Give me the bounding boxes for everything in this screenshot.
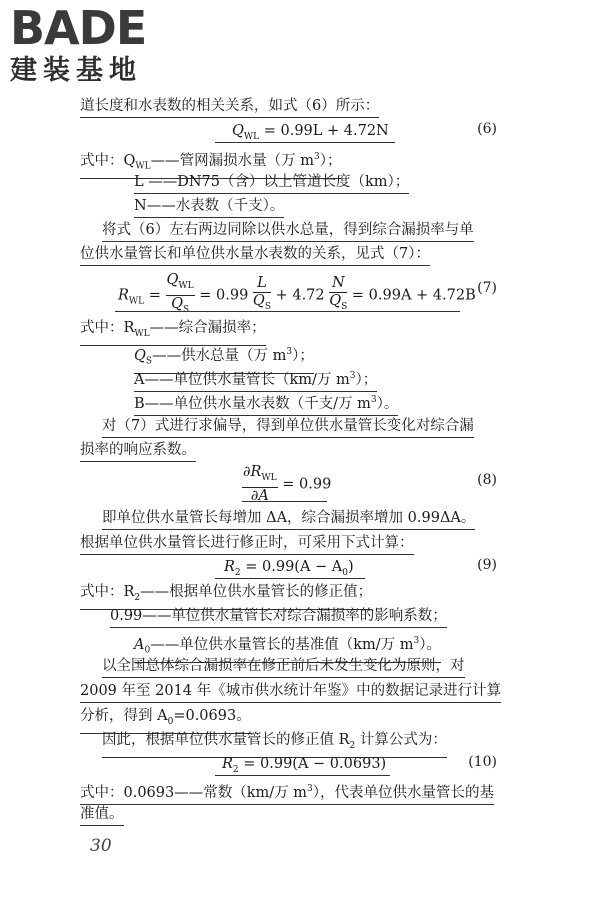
- eq8-underline: [242, 478, 327, 502]
- bade-logo: [10, 1, 147, 88]
- equation-7: $R_{WL}$ = $\frac{Q_{WL}}{Q_S}$ = 0.99 $\frac{L}{Q_S}$ + 4.72 $\frac{N}{Q_S}$ = 0.99A + 4.72B: [118, 272, 476, 319]
- equation-8: $\frac{\partial R_{WL}}{\partial A}$ = 0.99: [243, 464, 332, 504]
- eq7-number: (7): [477, 280, 497, 296]
- text-line-17: 根据单位供水量管长进行修正时，可采用下式计算：: [80, 533, 414, 555]
- text-line-12: B——单位供水量水表数（千支/万 $m^3$）。: [134, 390, 398, 416]
- text-line-5: N——水表数（千支）。: [134, 196, 284, 218]
- eq7-fraction-2: $\frac{L}{Q_S}$: [252, 274, 271, 312]
- text-line-27: 式中：0.0693——常数（km/万 $m^3$），代表单位供水量管长的基: [80, 779, 494, 805]
- logo-wordmark: BADE: [10, 1, 147, 55]
- text-line-25: 因此，根据单位供水量管长的修正值 $R_2$ 计算公式为：: [102, 730, 447, 758]
- eq8-number: (8): [477, 472, 497, 488]
- text-line-21: $A_0——$单位供水量管长的基准值（km/万 $m^3$）。: [134, 631, 441, 663]
- page-number: 30: [90, 836, 112, 856]
- eq6-underline: [215, 121, 395, 143]
- text-line-11: A——单位供水量管长（km/万 $m^3$）；: [134, 366, 377, 392]
- equation-9: $R_2 = 0.99(A - A_0)$: [224, 559, 354, 578]
- text-line-28: 准值。: [80, 804, 124, 826]
- text-line-24: 分析，得到 $A_0=0.0693$。: [80, 706, 251, 734]
- eq7-fraction-3: $\frac{N}{Q_S}$: [329, 274, 348, 312]
- eq8-fraction: $\frac{\partial R_{WL}}{\partial A}$: [243, 464, 277, 504]
- text-line-7: 位供水量管长和单位供水量水表数的关系，见式（7）：: [80, 244, 430, 266]
- text-line-20: 0.99——单位供水量管长对综合漏损率的影响系数；: [110, 606, 447, 628]
- text-line-1: 道长度和水表数的相关关系，如式（6）所示：: [80, 96, 379, 118]
- eq7-fraction-1: $\frac{Q_{WL}}{Q_S}$: [166, 272, 194, 315]
- eq10-number: (10): [468, 754, 497, 770]
- text-line-16: 即单位供水量管长每增加 ΔA，综合漏损率增加 0.99ΔA。: [102, 508, 475, 530]
- text-line-9: 式中：$R_{WL}——$综合漏损率；: [80, 318, 266, 346]
- text-line-23: 2009 年至 2014 年《城市供水统计年鉴》中的数据记录进行计算: [80, 681, 501, 703]
- eq9-number: (9): [477, 557, 497, 573]
- text-line-22: 以全国总体综合漏损率在修正前后未发生变化为原则，对: [102, 656, 465, 678]
- text-line-19: 式中：$R_2——$根据单位供水量管长的修正值；: [80, 582, 372, 610]
- eq9-underline: [215, 557, 365, 579]
- eq7-underline: [115, 286, 460, 312]
- equation-10: $R_2 = 0.99(A - 0.0693)$: [222, 756, 387, 775]
- text-line-4: L ——DN75（含）以上管道长度（km）；: [134, 172, 409, 194]
- text-line-3: 式中：$Q_{WL}——$管网漏损水量（万 $m^3$）；: [80, 147, 341, 179]
- text-line-14: 损率的响应系数。: [80, 440, 196, 462]
- eq10-underline: [215, 754, 390, 776]
- eq6-number: (6): [477, 121, 497, 137]
- text-line-6: 将式（6）左右两边同除以供水总量，得到综合漏损率与单: [102, 220, 474, 242]
- text-line-13: 对（7）式进行求偏导，得到单位供水量管长变化对综合漏: [102, 416, 474, 438]
- logo-subtitle: 建装基地: [10, 55, 142, 86]
- equation-6: $Q_{WL} = 0.99L + 4.72N$: [232, 123, 389, 142]
- text-line-10: $Q_S——$供水总量（万 $m^3$）；: [134, 342, 314, 374]
